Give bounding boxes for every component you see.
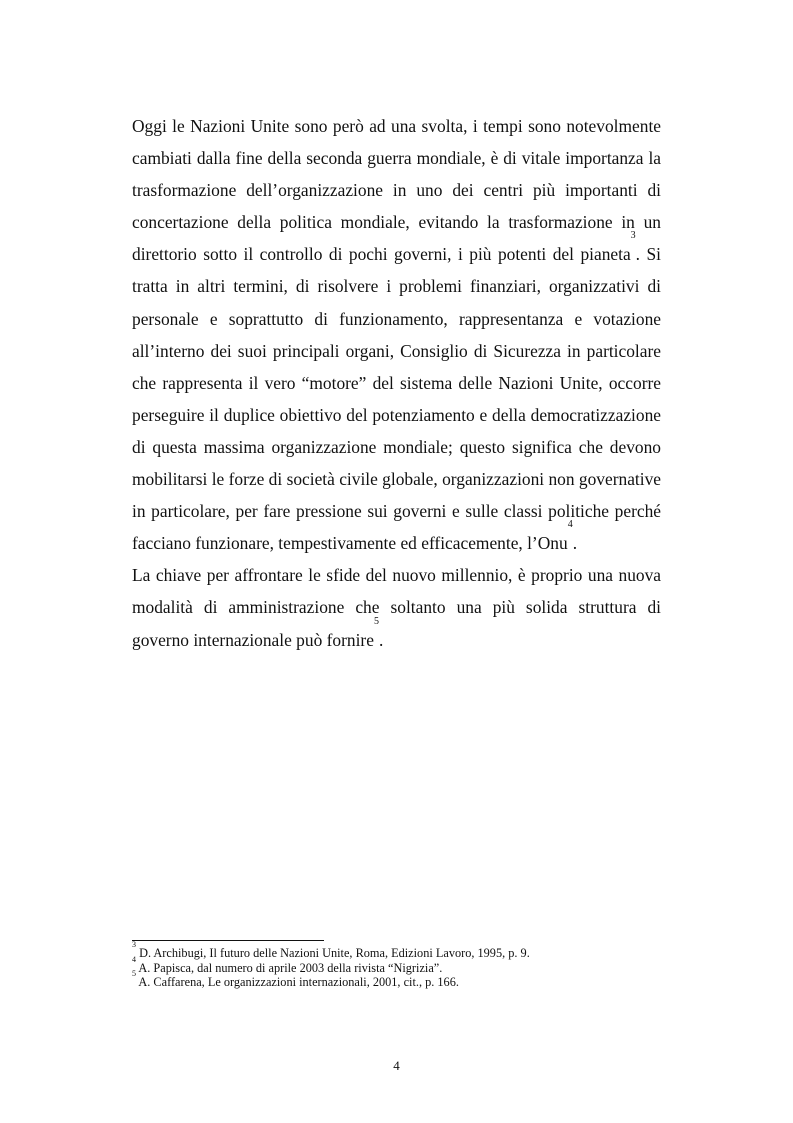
paragraph-1	[132, 110, 661, 559]
footnote-text: A. Papisca, dal numero di aprile 2003 della rivista “Nigrizia”.	[136, 960, 443, 975]
footnote-ref-5[interactable]: 5	[373, 615, 379, 627]
paragraph-text: La chiave per affrontare le sfide del nuovo millennio, è proprio una nuova modalità di amministrazione che soltanto una più solida struttura di governo internazionale può fornire	[132, 565, 661, 650]
footnote-ref-4[interactable]: 4	[567, 519, 573, 531]
footnote-5	[132, 969, 692, 990]
paragraph-2	[132, 559, 661, 655]
footnote-text: A. Caffarena, Le organizzazioni internazionali, 2001, cit., p. 166.	[136, 975, 459, 989]
page-number: 4	[393, 1058, 400, 1073]
footnote-3	[132, 940, 692, 961]
footnote-separator	[132, 940, 324, 941]
main-text	[132, 110, 661, 656]
footnote-number: 3	[132, 940, 136, 949]
paragraph-text: . Si tratta in altri termini, di risolvere i problemi finanziari, organizzativi di personale e soprattutto di funzionamento, rappresentanza e votazione all’interno dei suoi principali organi, Consiglio di Sicurezza in particolare che rappresenta il vero “motore” del sistema delle Nazioni Unite, occorre perseguire il duplice obiettivo del potenziamento e della democratizzazione di questa massima organizzazione mondiale; questo significa che devono mobilitarsi le forze di società civile globale, organizzazioni non governative in particolare, per fare pressione sui governi e sulle classi politiche perché facciano funzionare, tempestivamente ed efficacemente, l’Onu	[132, 244, 661, 554]
footnote-text: D. Archibugi, Il futuro delle Nazioni Unite, Roma, Edizioni Lavoro, 1995, p. 9.	[136, 946, 530, 960]
paragraph-text: Oggi le Nazioni Unite sono però ad una svolta, i tempi sono notevolmente cambiati dalla fine della seconda guerra mondiale, è di vitale importanza la trasformazione dell’organizzazione in uno dei centri più importanti di concertazione della politica mondiale, evitando la trasformazione in un direttorio sotto il controllo di pochi governi, i più potenti del pianeta	[132, 116, 661, 265]
footnote-ref-3[interactable]: 3	[630, 230, 636, 242]
footnote-number: 5	[132, 969, 136, 978]
paragraph-text: .	[572, 533, 578, 554]
footnote-4	[132, 954, 692, 976]
footnote-number: 4	[132, 954, 136, 964]
footnotes	[132, 940, 692, 990]
paragraph-text: .	[378, 629, 384, 650]
